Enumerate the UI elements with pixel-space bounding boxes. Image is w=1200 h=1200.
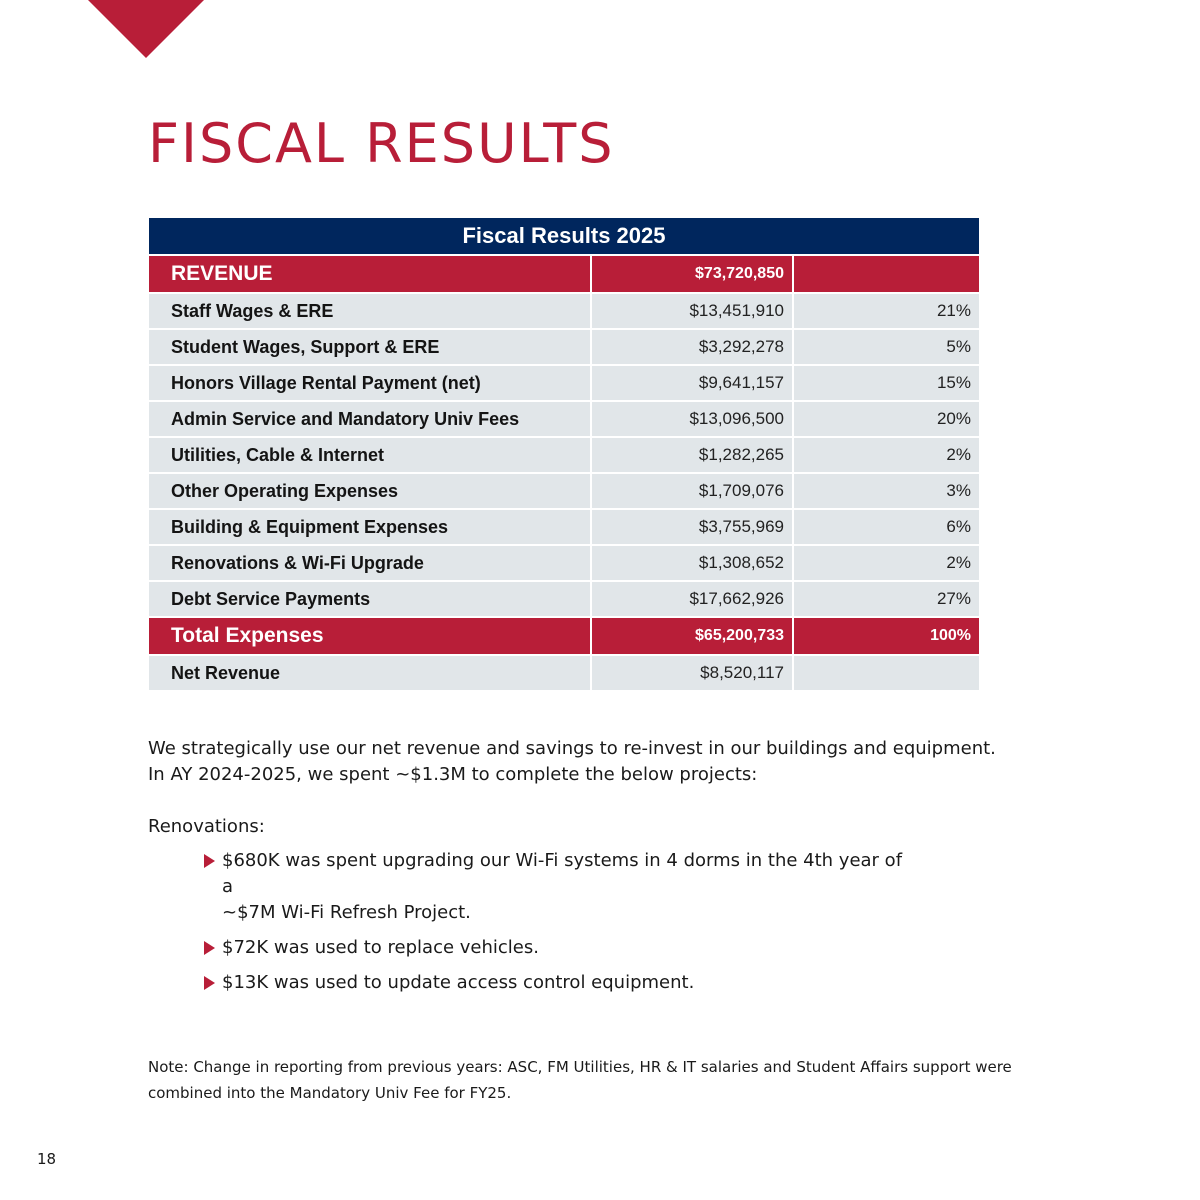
list-item-text: $13K was used to update access control equipment. <box>222 972 695 993</box>
row-label: Renovations & Wi-Fi Upgrade <box>149 546 590 580</box>
net-revenue-row <box>149 656 979 690</box>
table-row <box>149 438 979 472</box>
table-title: Fiscal Results 2025 <box>149 218 979 254</box>
row-amount: $3,755,969 <box>592 510 792 544</box>
footnote-line: Note: Change in reporting from previous years: ASC, FM Utilities, HR & IT salaries and Student Affairs support were <box>148 1058 1012 1076</box>
row-amount: $17,662,926 <box>592 582 792 616</box>
total-expenses-label: Total Expenses <box>149 618 590 654</box>
renovations-list <box>204 848 904 1005</box>
triangle-bullet-icon <box>204 941 215 955</box>
table-row <box>149 546 979 580</box>
row-percent: 6% <box>794 510 979 544</box>
page-title: FISCAL RESULTS <box>148 112 615 175</box>
revenue-percent <box>794 256 979 292</box>
row-percent: 2% <box>794 546 979 580</box>
revenue-label: REVENUE <box>149 256 590 292</box>
table-row <box>149 366 979 400</box>
revenue-amount: $73,720,850 <box>592 256 792 292</box>
row-percent: 3% <box>794 474 979 508</box>
list-item <box>204 935 904 961</box>
row-label: Debt Service Payments <box>149 582 590 616</box>
total-expenses-percent: 100% <box>794 618 979 654</box>
table-row <box>149 582 979 616</box>
body-paragraph <box>148 736 1048 788</box>
row-label: Other Operating Expenses <box>149 474 590 508</box>
row-label: Building & Equipment Expenses <box>149 510 590 544</box>
row-percent: 5% <box>794 330 979 364</box>
row-amount: $13,451,910 <box>592 294 792 328</box>
row-amount: $9,641,157 <box>592 366 792 400</box>
table-row <box>149 330 979 364</box>
corner-triangle-decoration <box>88 0 204 58</box>
row-amount: $1,308,652 <box>592 546 792 580</box>
footnote <box>148 1054 1048 1106</box>
net-revenue-percent <box>794 656 979 690</box>
net-revenue-label: Net Revenue <box>149 656 590 690</box>
body-line: In AY 2024-2025, we spent ~$1.3M to complete the below projects: <box>148 764 758 785</box>
list-item-text: $72K was used to replace vehicles. <box>222 937 539 958</box>
row-label: Staff Wages & ERE <box>149 294 590 328</box>
table-row <box>149 402 979 436</box>
row-label: Student Wages, Support & ERE <box>149 330 590 364</box>
renovations-heading: Renovations: <box>148 816 265 837</box>
list-item <box>204 970 904 996</box>
net-revenue-amount: $8,520,117 <box>592 656 792 690</box>
list-item-text: $680K was spent upgrading our Wi-Fi systems in 4 dorms in the 4th year of a <box>222 850 903 897</box>
body-line: We strategically use our net revenue and savings to re-invest in our buildings and equipment. <box>148 738 996 759</box>
table-row <box>149 474 979 508</box>
triangle-bullet-icon <box>204 976 215 990</box>
row-percent: 15% <box>794 366 979 400</box>
page-number: 18 <box>37 1150 57 1168</box>
list-item <box>204 848 904 926</box>
row-percent: 2% <box>794 438 979 472</box>
row-percent: 27% <box>794 582 979 616</box>
row-label: Utilities, Cable & Internet <box>149 438 590 472</box>
list-item-text: ~$7M Wi-Fi Refresh Project. <box>222 902 471 923</box>
fiscal-results-table <box>147 216 981 692</box>
table-title-row <box>149 218 979 254</box>
row-percent: 20% <box>794 402 979 436</box>
row-amount: $3,292,278 <box>592 330 792 364</box>
row-amount: $13,096,500 <box>592 402 792 436</box>
table-row <box>149 294 979 328</box>
total-expenses-amount: $65,200,733 <box>592 618 792 654</box>
row-label: Admin Service and Mandatory Univ Fees <box>149 402 590 436</box>
footnote-line: combined into the Mandatory Univ Fee for FY25. <box>148 1084 512 1102</box>
revenue-row <box>149 256 979 292</box>
row-label: Honors Village Rental Payment (net) <box>149 366 590 400</box>
row-amount: $1,709,076 <box>592 474 792 508</box>
row-percent: 21% <box>794 294 979 328</box>
total-expenses-row <box>149 618 979 654</box>
row-amount: $1,282,265 <box>592 438 792 472</box>
table-row <box>149 510 979 544</box>
triangle-bullet-icon <box>204 854 215 868</box>
